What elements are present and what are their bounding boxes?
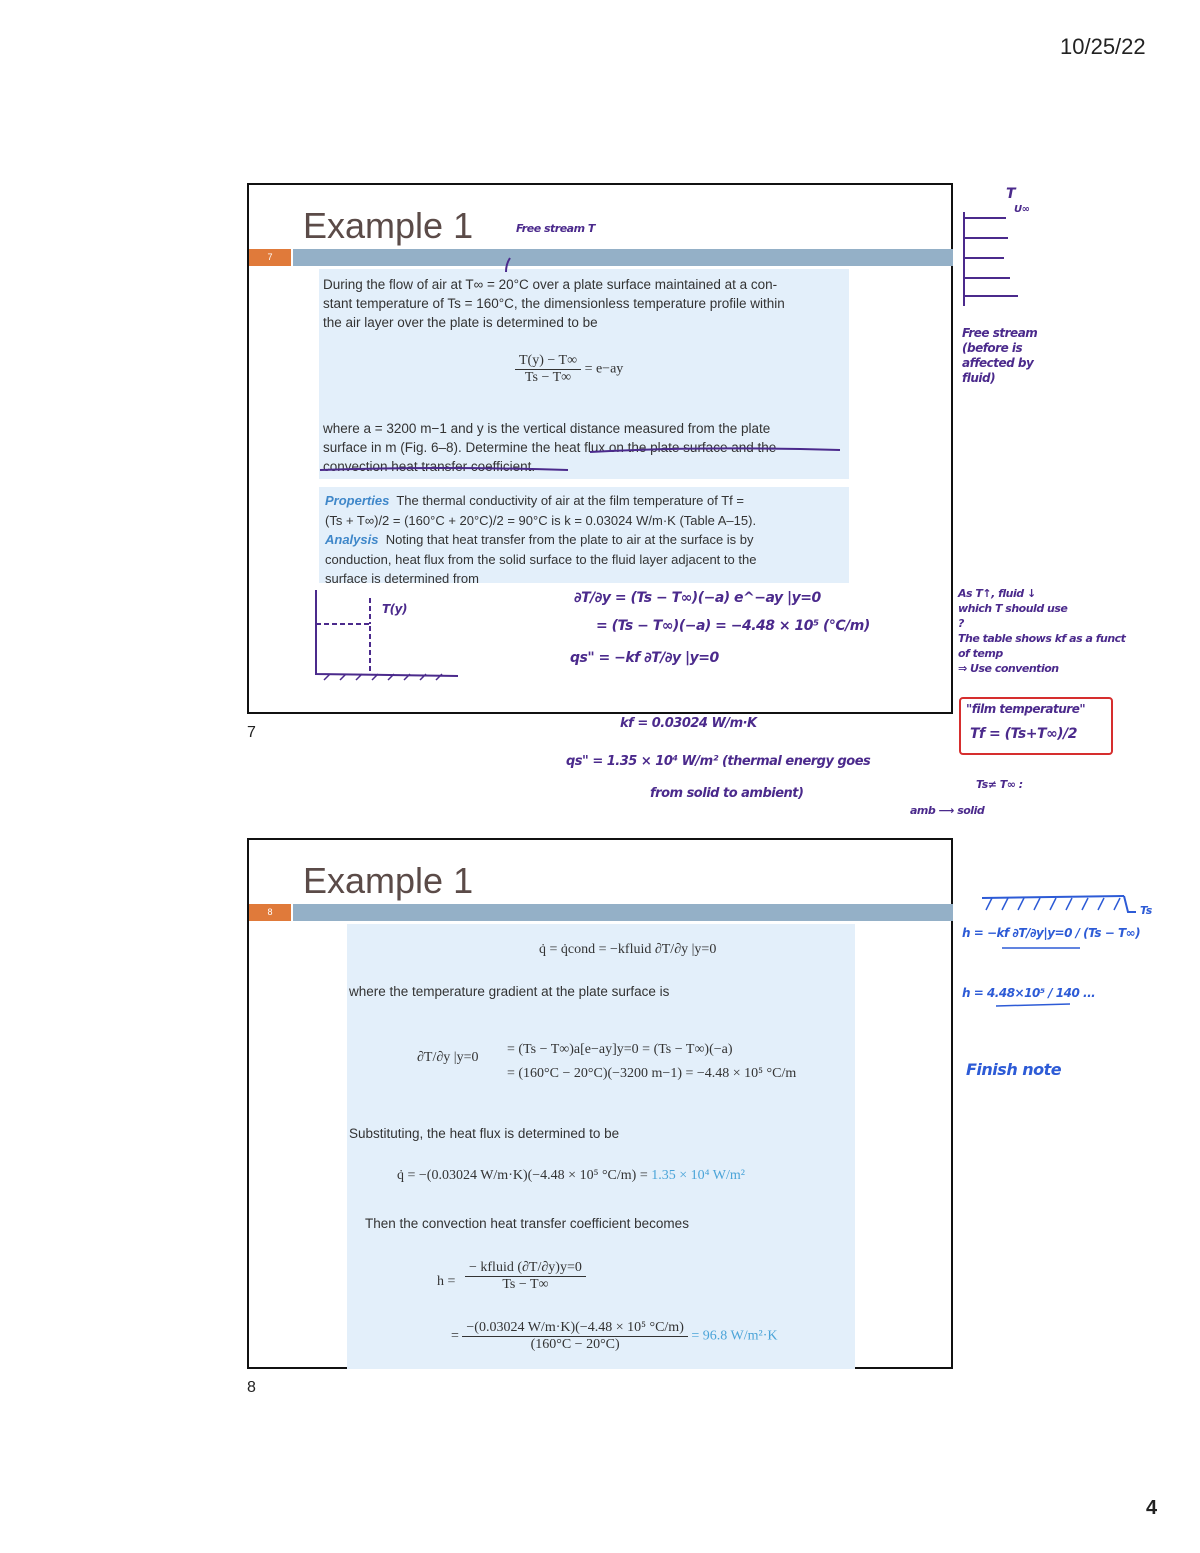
ink-arrows [964, 218, 1018, 296]
problem-line: stant temperature of Ts = 160°C, the dimensionless temperature profile within [323, 296, 785, 311]
analysis-line: conduction, heat flux from the solid surface to the fluid layer adjacent to the [325, 551, 757, 567]
slide-number-box: 7 [249, 249, 291, 266]
slide-title: Example 1 [303, 860, 474, 901]
grad-line: = (160°C − 20°C)(−3200 m−1) = −4.48 × 10⁵ °C/m [507, 1066, 797, 1081]
h-numerator-2: −(0.03024 W/m·K)(−4.48 × 10⁵ °C/m) [462, 1320, 687, 1337]
hand-qs-result-2: from solid to ambient) [650, 786, 804, 801]
hand-finish-note: Finish note [966, 1060, 1062, 1079]
slide-label: 7 [247, 724, 256, 741]
profile-numerator: T(y) − T∞ [515, 353, 581, 370]
properties-line: (Ts + T∞)/2 = (160°C + 20°C)/2 = 90°C is k = 0.03024 W/m·K (Table A–15). [325, 512, 757, 528]
hand-free-stream-note: Free stream (before is affected by fluid) [962, 326, 1038, 385]
hand-free-stream-t: Free stream T [516, 222, 595, 235]
hand-qs-line: qs" = −kf ∂T/∂y |y=0 [570, 650, 719, 666]
ink-underline [320, 468, 568, 470]
h-numerator: − kfluid (∂T/∂y)y=0 [465, 1260, 586, 1277]
hand-t-label: T [1006, 186, 1016, 202]
page-number: 4 [1146, 1497, 1158, 1519]
qdot-equation: q̇ = q̇cond = −kfluid ∂T/∂y |y=0 [539, 942, 717, 957]
properties-line: The thermal conductivity of air at the film temperature of Tf = [396, 493, 744, 508]
heat-flux-expression: q̇ = −(0.03024 W/m·K)(−4.48 × 10⁵ °C/m) = [397, 1168, 648, 1183]
hand-h-eq2: h = 4.48×10⁵ / 140 ... [962, 986, 1096, 1000]
heat-flux-result: 1.35 × 10⁴ W/m² [651, 1168, 745, 1183]
grad-lhs: ∂T/∂y |y=0 [417, 1050, 479, 1065]
analysis-label: Analysis [325, 532, 379, 547]
analysis-line: Noting that heat transfer from the plate to air at the surface is by [385, 532, 754, 547]
slide-number-box: 8 [249, 904, 291, 921]
h-fraction-2: = $\frac{\text{−(0.03024 W/m·K)(−4.48 × 10⁵ °C/m)}}{(160^\circ C - 20^\circ C)}$ = 96.8 W/m²·K [451, 1320, 778, 1352]
where-line: convection heat transfer coefficient. [323, 459, 536, 474]
ink-underline [590, 448, 840, 452]
hand-h-eq1: h = −kf ∂T/∂y|y=0 / (Ts − T∞) [962, 926, 1141, 940]
h-result: = 96.8 W/m²·K [691, 1328, 778, 1344]
hand-right-notes: As T↑, fluid ↓ which T should use ? The table shows kf as a funct of temp ⇒ Use convention [958, 587, 1126, 675]
hand-dT-line1: ∂T/∂y = (Ts − T∞)(−a) e^−ay |y=0 [574, 590, 821, 606]
h-denominator: Ts − T∞ [502, 1277, 549, 1292]
hand-amb-solid: amb ⟶ solid [910, 804, 985, 817]
slide-label: 8 [247, 1379, 256, 1396]
gradient-intro: where the temperature gradient at the plate surface is [349, 984, 670, 999]
hand-film-temp: "film temperature" [966, 702, 1086, 716]
where-line: where a = 3200 m−1 and y is the vertical distance measured from the plate [323, 421, 771, 436]
subst-intro: Substituting, the heat flux is determined to be [349, 1126, 620, 1141]
analysis-line: surface is determined from [325, 571, 479, 586]
where-line: surface in m (Fig. 6–8). Determine the heat flux on the plate surface and the [323, 440, 777, 455]
hand-ts-label: Ts [1140, 904, 1152, 917]
hand-qs-result: qs" = 1.35 × 10⁴ W/m² (thermal energy goes [566, 754, 871, 769]
problem-line: the air layer over the plate is determined to be [323, 315, 598, 330]
h-denominator-2: (160°C − 20°C) [530, 1337, 620, 1352]
problem-line: During the flow of air at T∞ = 20°C over a plate surface maintained at a con- [323, 277, 778, 292]
hand-kf-line: kf = 0.03024 W/m·K [620, 716, 757, 731]
hand-dT-line2: = (Ts − T∞)(−a) = −4.48 × 10⁵ (°C/m) [596, 618, 870, 634]
h-lhs: h = [437, 1274, 456, 1289]
hand-ts-tinf: Ts≠ T∞ : [976, 778, 1023, 791]
ink-pointer [506, 258, 510, 272]
properties-label: Properties [325, 493, 390, 508]
profile-rhs: = e−ay [584, 361, 624, 377]
hand-tf-formula: Tf = (Ts+T∞)/2 [970, 726, 1077, 742]
profile-denominator: Ts − T∞ [524, 370, 572, 385]
coef-intro: Then the convection heat transfer coefficient becomes [365, 1216, 689, 1231]
slide-title: Example 1 [303, 205, 474, 246]
grad-line: = (Ts − T∞)a[e−ay]y=0 = (Ts − T∞)(−a) [507, 1042, 733, 1057]
page-date: 10/25/22 [1060, 34, 1146, 59]
hand-ty-label: T(y) [382, 602, 407, 616]
hand-u-inf: U∞ [1014, 204, 1030, 215]
